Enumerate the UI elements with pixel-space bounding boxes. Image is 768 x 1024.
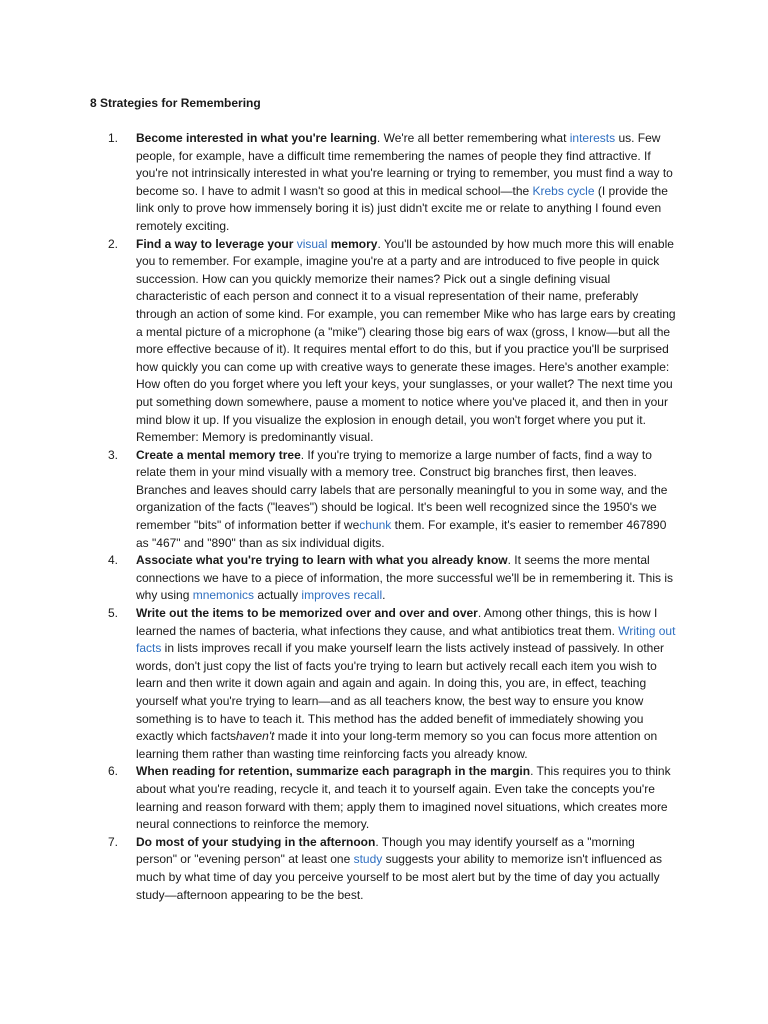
strategy-item (108, 236, 678, 447)
inline-link[interactable]: Krebs cycle (532, 183, 595, 198)
item-text (136, 448, 667, 550)
item-heading: Create a mental memory tree (136, 447, 301, 462)
item-text (136, 606, 675, 761)
item-heading: Do most of your studying in the afternoon (136, 834, 376, 849)
body-text: . Among other things, this is how I learned the names of bacteria, what infections they cause, and what antibiotics treat them. (136, 606, 658, 638)
item-number: 7. (108, 834, 119, 849)
item-text (136, 764, 671, 831)
strategy-item (108, 834, 678, 904)
body-text: them. For example, it's easier to remember 467890 as "467" and "890" than as six individual digits. (136, 518, 667, 550)
inline-link[interactable]: visual (296, 236, 328, 251)
inline-link[interactable]: mnemonics (192, 588, 255, 603)
inline-link[interactable]: study (353, 852, 383, 867)
item-text (136, 237, 676, 445)
inline-link[interactable]: Writing out facts (136, 623, 676, 656)
strategy-item (108, 447, 678, 553)
item-text (136, 131, 673, 233)
strategy-item (108, 763, 678, 833)
item-heading: When reading for retention, summarize each paragraph in the margin (136, 764, 531, 779)
item-heading: Write out the items to be memorized over and over and over (136, 606, 478, 621)
item-number: 1. (108, 131, 119, 145)
body-text: . This requires you to think about what you're reading, recycle it, and teach it to yourself again. Even take the concepts you're learning and reason forward with them; apply them to imagined novel situations, which creates more neural connections to reinforce the memory. (136, 764, 671, 832)
body-text: . We're all better remembering what (376, 131, 570, 145)
body-text: made it into your long-term memory so you can focus more attention on learning them rather than wasting time reinforcing facts you already know. (136, 729, 658, 761)
item-number: 2. (108, 236, 119, 251)
body-text: suggests your ability to memorize isn't influenced as much by what time of day you perceive yourself to be most alert but by the time of day you actually study—afternoon appearing to be the best. (136, 852, 663, 902)
strategy-item (108, 605, 678, 763)
item-number: 6. (108, 764, 119, 779)
emphasis-text: haven't (236, 729, 275, 744)
body-text: (I provide the link only to prove how immensely boring it is) just didn't excite me or relate to anything I found even remotely exciting. (136, 183, 668, 233)
item-heading: memory (327, 236, 378, 251)
inline-link[interactable]: chunk (359, 518, 392, 533)
item-heading: Become interested in what you're learning (136, 131, 377, 145)
item-text (136, 835, 662, 902)
item-heading: Associate what you're trying to learn with what you already know (136, 553, 508, 568)
strategy-list (108, 130, 678, 904)
body-text: . You'll be astounded by how much more this will enable you to remember. For example, imagine you're at a party and are introduced to five people in quick succession. How can you quickly memorize their names? Pick out a single defining visual characteristic of each person and connect it to a visual representation of their name, preferably through an action of some kind. For example, you can remember Mike who has large ears by creating a mental picture of a microphone (a "mike") clearing those big ears of wax (gross, I know—but all the more effective because of it). It requires mental effort to do this, but if you practice you'll be surprised how quickly you can come up with creative ways to generate these images. Here's another example: How often do you forget where you left your keys, your sunglasses, or your wallet? The next time you put something down somewhere, pause a moment to notice where you've placed it, and then in your mind blow it up. If you visualize the explosion in enough detail, you won't forget where you put it. Remember: Memory is predominantly visual. (136, 236, 676, 445)
item-number: 4. (108, 553, 119, 568)
body-text: . (382, 588, 386, 603)
body-text: . It seems the more mental connections we have to a piece of information, the more successful we'll be in remembering it. This is why using (136, 553, 673, 603)
strategy-item (108, 130, 678, 236)
item-number: 3. (108, 447, 119, 462)
body-text: us. Few people, for example, have a difficult time remembering the names of people they find attractive. If you're not intrinsically interested in what you're learning or trying to remember, you must find a way to become so. I have to admit I wasn't so good at this in medical school—the (136, 131, 673, 198)
body-text: . Though you may identify yourself as a "morning person" or "evening person" at least one (136, 834, 635, 867)
body-text: in lists improves recall if you make yourself learn the lists actively instead of passively. In other words, don't just copy the list of facts you're trying to learn but actively recall each item you wish to learn and then write it down again and again and again. In doing this, you are, in effect, teaching yourself what you're trying to learn—and as all teachers know, the best way to ensure you know something is to have to teach it. This method has the added benefit of immediately showing you exactly which facts (136, 641, 664, 744)
body-text: actually (254, 588, 302, 603)
item-heading: Find a way to leverage your (136, 236, 297, 251)
item-text (136, 553, 673, 602)
item-number: 5. (108, 606, 119, 621)
inline-link[interactable]: improves recall (301, 588, 383, 603)
inline-link[interactable]: interests (569, 131, 616, 145)
strategy-item (108, 552, 678, 605)
body-text: . If you're trying to memorize a large number of facts, find a way to relate them in your mind visually with a memory tree. Construct big branches first, then leaves. Branches and leaves should carry labels that are personally meaningful to you in some way, and the organization of the facts ("leaves") should be logical. It's been well recognized since the 1950's we remember "bits" of information better if we (136, 447, 668, 533)
page-title: 8 Strategies for Remembering (90, 96, 261, 110)
